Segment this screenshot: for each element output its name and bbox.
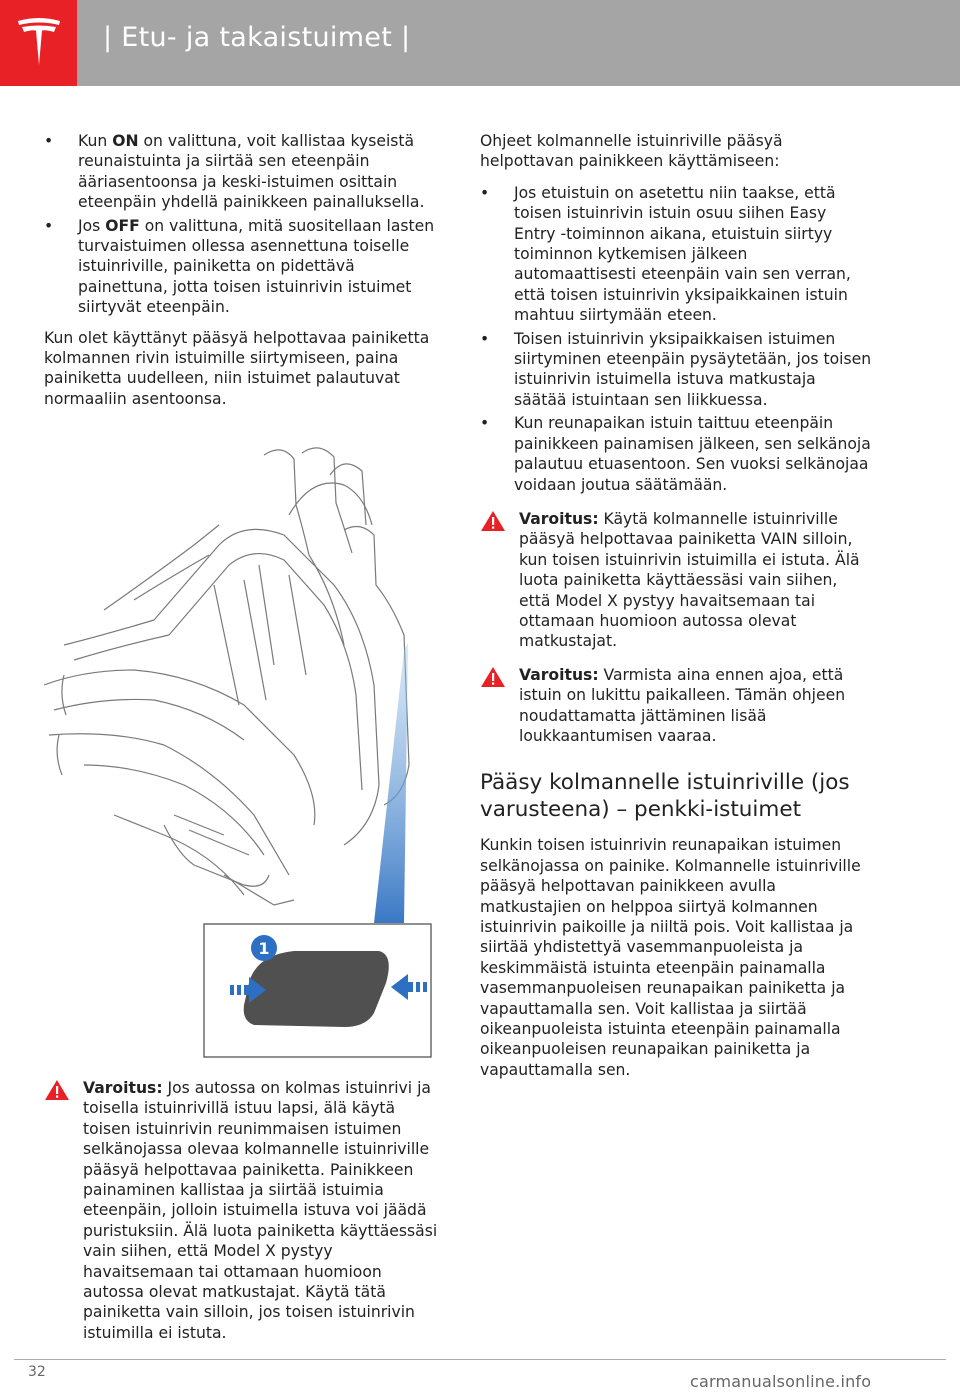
left-column (44, 131, 439, 420)
warning-text: Varmista aina ennen ajoa, että istuin on lukittu paikalleen. Tämän ohjeen noudattamatta jättäminen lisää loukkaantumisen vaaraa. (519, 665, 846, 745)
bullet-text: Toisen istuinrivin yksipaikkaisen istuimen siirtyminen eteenpäin pysäytetään, jos toisen istuinrivin istuimella istuva matkustaja säätää istuintaan sen liikkuessa. (514, 329, 872, 409)
logo-box (0, 0, 77, 86)
header-bar (0, 0, 960, 86)
body-paragraph: Kun olet käyttänyt pääsyä helpottavaa painiketta kolmannen rivin istuimille siirtymiseen, paina painiketta uudelleen, niin istuimet palautuvat normaaliin asentoonsa. (44, 328, 430, 408)
bullet-text: Jos etuistuin on asetettu niin taakse, että toisen istuinrivin istuin osuu siihen Easy Entry -toiminnon aikana, etuistuin siirtyy toiminnon kytkemisen jälkeen automaattisesti eteenpäin vain sen verran, että toisen istuinrivin yksipaikkainen istuin mahtuu siirtymään eteen. (514, 183, 851, 325)
callout-number: 1 (258, 939, 270, 958)
list-item (480, 183, 872, 326)
bullet-bold: ON (112, 132, 139, 150)
bullet-text: on valittuna, mitä suositellaan lasten turvaistuimen ollessa asennettuna toiselle istuinriville, painiketta on pidettävä painettuna, jotta toisen istuinrivin istuimet siirtyvät eteenpäin. (78, 216, 435, 317)
list-item (480, 413, 872, 495)
bullet-text: on valittuna, voit kallistaa kyseistä reunaistuinta ja siirtää sen eteenpäin ääriasentoonsa ja keski-istuimen osittain eteenpäin yhdellä painikkeen painalluksella. (78, 132, 425, 212)
warning-note (44, 1078, 439, 1343)
warning-label: Varoitus: (519, 665, 599, 684)
bullet-dot: • (480, 329, 490, 348)
seat-drawing (44, 435, 439, 1065)
bullet-text: Kun (78, 132, 113, 150)
warning-label: Varoitus: (83, 1079, 163, 1097)
bullet-dot: • (44, 216, 54, 235)
watermark-text: carmanualsonline.info (690, 1372, 872, 1391)
warning-icon (480, 510, 506, 532)
seat-illustration (44, 435, 439, 1065)
list-item (44, 131, 439, 213)
body-paragraph: Kunkin toisen istuinrivin reunapaikan istuimen selkänojassa on painike. Kolmannelle istuinriville pääsyä helpottavan painikkeen avulla matkustajien on helppoa siirtyä kolmannen istuinrivin paikoille ja niiltä pois. Voit kallistaa ja siirtää yhdistettyä vasemmanpuoleista ja keskimmäistä istuinta eteenpäin painamalla vasemmanpuoleisen reunapaikan painiketta ja vapauttamalla sen. Voit kallistaa ja siirtää oikeanpuoleista istuinta eteenpäin painamalla oikeanpuoleisen reunapaikan painiketta ja vapauttamalla sen. (480, 836, 861, 1079)
warning-text: Käytä kolmannelle istuinriville pääsyä helpottavaa painiketta VAIN silloin, kun toisen istuinrivin istuimilla ei istuta. Älä luota painiketta käyttäessäsi vain siihen, että Model X pystyy havaitsemaan tai ottamaan huomioon autossa olevat matkustajat. (519, 509, 860, 651)
warning-icon (44, 1079, 70, 1101)
list-item (480, 329, 872, 411)
list-item (44, 216, 439, 318)
page-number: 32 (28, 1364, 46, 1380)
page-title: | Etu- ja takaistuimet | (103, 22, 411, 53)
bullet-text: Jos (78, 216, 106, 235)
warning-label: Varoitus: (519, 509, 599, 528)
bullet-dot: • (480, 183, 490, 202)
warning-note (480, 509, 872, 652)
bullet-bold: OFF (105, 216, 140, 235)
warning-text: Jos autossa on kolmas istuinrivi ja toisella istuinrivillä istuu lapsi, älä käytä toisen istuinrivin reunimmaisen istuimen selkänojassa olevaa kolmannelle istuinriville pääsyä helpottavaa painiketta. Painikkeen painaminen kallistaa ja siirtää istuimia eteenpäin, jolloin istuimella istuva voi jäädä puristuksiin. Älä luota painiketta käyttäessäsi vain siihen, että Model X pystyy havaitsemaan tai ottamaan huomioon autossa olevat matkustajat. Käytä tätä painiketta vain silloin, jos toisen istuinrivin istuimilla ei istuta. (83, 1079, 438, 1342)
left-warning-block (44, 1078, 439, 1356)
section-heading: Pääsy kolmannelle istuinriville (jos varusteena) – penkki-istuimet (480, 770, 850, 823)
warning-note (480, 665, 872, 747)
tesla-logo-icon (16, 17, 62, 69)
bullet-dot: • (480, 414, 490, 433)
intro-paragraph: Ohjeet kolmannelle istuinriville pääsyä helpottavan painikkeen käyttämiseen: (480, 132, 783, 171)
bullet-dot: • (44, 132, 54, 150)
right-column (480, 131, 872, 1091)
warning-icon (480, 666, 506, 688)
bullet-text: Kun reunapaikan istuin taittuu eteenpäin painikkeen painamisen jälkeen, sen selkänoja palautuu etuasentoon. Sen vuoksi selkänojaa voidaan joutua säätämään. (514, 414, 871, 494)
footer-divider (14, 1359, 946, 1360)
